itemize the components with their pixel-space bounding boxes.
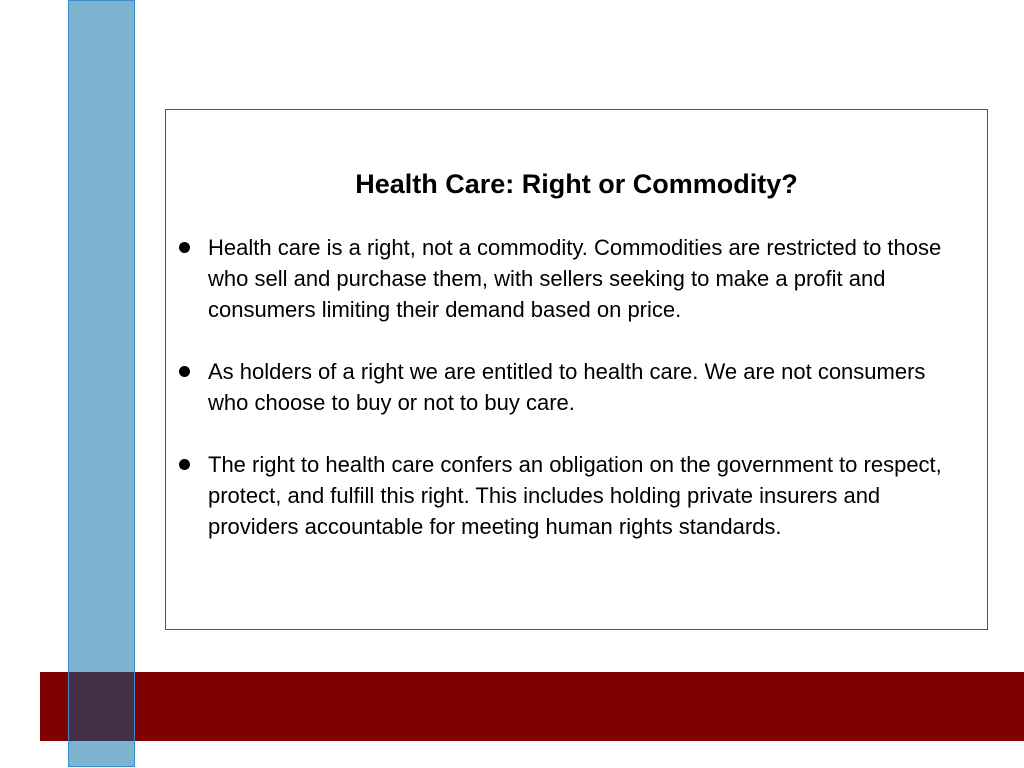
footer-band: [40, 672, 1024, 741]
bullet-text: The right to health care confers an obligation on the government to respect, protect, and fulfill this right. This includes holding private insurers and providers accountable for meeting human rights standards.: [208, 452, 942, 539]
left-accent-bar: [68, 0, 135, 767]
content-box: [165, 109, 988, 630]
slide-title: Health Care: Right or Commodity?: [355, 169, 798, 199]
bullet-dot-icon: [179, 242, 190, 253]
bullet-item: [176, 356, 971, 418]
bullet-text: Health care is a right, not a commodity. Commodities are restricted to those who sell and purchase them, with sellers seeking to make a profit and consumers limiting their demand based on price.: [208, 235, 942, 322]
bullet-dot-icon: [179, 366, 190, 377]
accent-overlap: [69, 672, 134, 741]
bullet-item: [176, 449, 971, 542]
bullet-text: As holders of a right we are entitled to health care. We are not consumers who choose to buy or not to buy care.: [208, 359, 926, 415]
bullet-item: [176, 232, 971, 325]
bullet-dot-icon: [179, 459, 190, 470]
bullet-list: [176, 232, 971, 573]
